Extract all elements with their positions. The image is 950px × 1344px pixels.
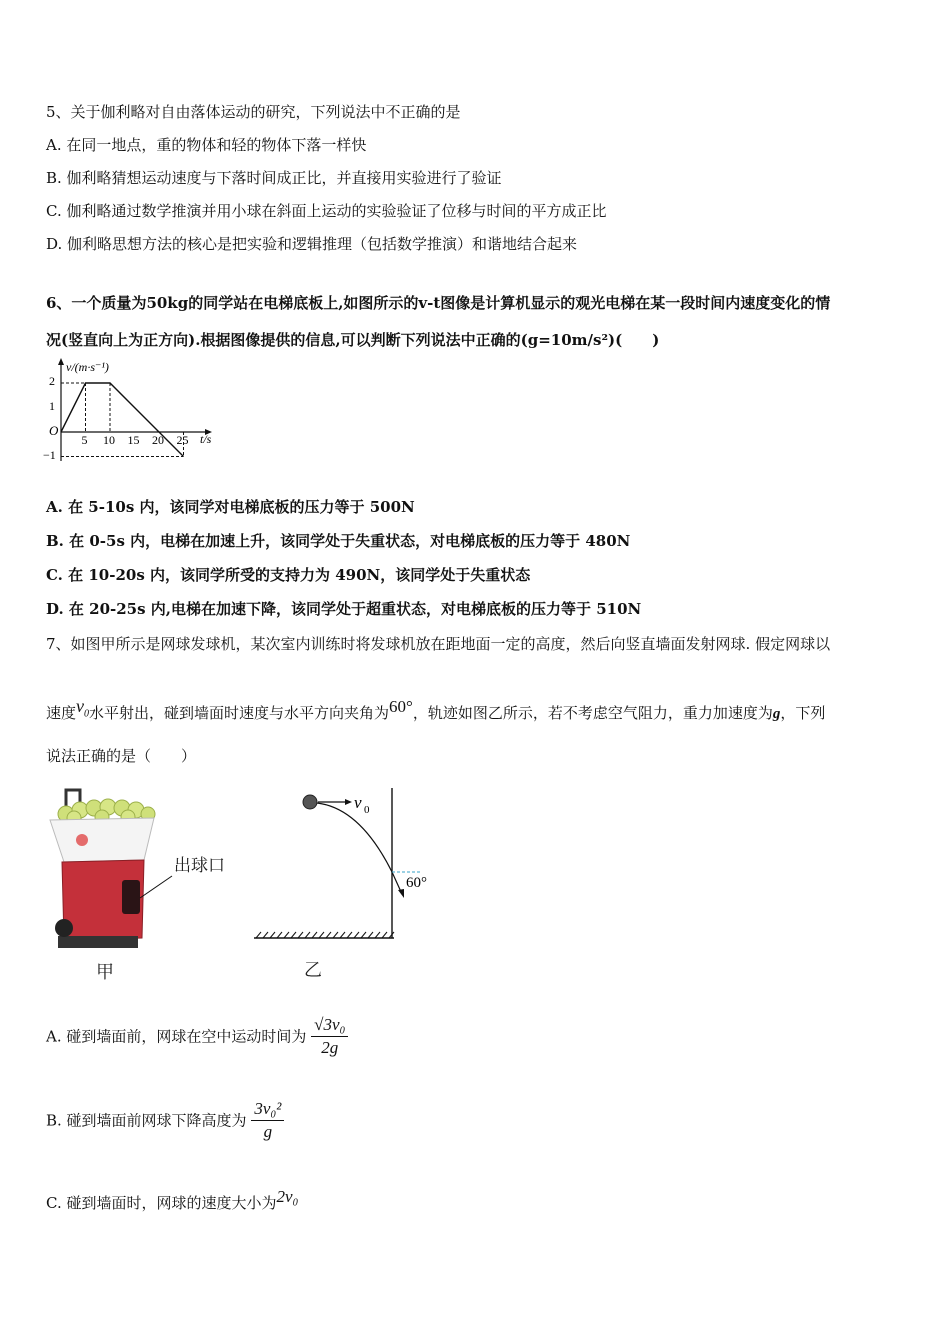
q7-option-c: [46, 1182, 298, 1218]
x-tick-10: 10: [103, 433, 115, 447]
q5-option-c: C. 伽利略通过数学推演并用小球在斜面上运动的实验验证了位移与时间的平方成正比: [46, 202, 607, 220]
machine-hopper: [50, 818, 154, 862]
q6-option-a: A. 在 5-10s 内，该同学对电梯底板的压力等于 500N: [46, 498, 415, 516]
origin-label: O: [49, 423, 59, 438]
outlet-pointer: [140, 876, 172, 898]
vt-line: [61, 383, 184, 457]
q7-stem-suffix: ，轨迹如图乙所示，若不考虑空气阻力，重力加速度为: [412, 704, 773, 722]
ground-hatch: [256, 932, 394, 938]
g-symbol: g: [772, 706, 781, 722]
figure-a-caption: 甲: [96, 962, 114, 982]
q7-stem-mid: 水平射出，碰到墙面时速度与水平方向夹角为: [89, 704, 390, 722]
q6-stem-line2: 况(竖直向上为正方向).根据图像提供的信息,可以判断下列说法中正确的(g=10m/s²)( ): [46, 331, 660, 349]
q7-stem-line2: [46, 688, 825, 733]
hopper-logo: [76, 834, 88, 846]
q6-option-d: D. 在 20-25s 内,电梯在加速下降，该同学处于超重状态，对电梯底板的压力等于 510N: [46, 600, 642, 618]
v0-subscript: 0: [364, 804, 370, 816]
q7-option-b-text: B. 碰到墙面前网球下降高度为: [46, 1111, 247, 1130]
q6-stem-line1: 6、一个质量为50kg的同学站在电梯底板上,如图所示的v-t图像是计算机显示的观光电梯在某一段时间内速度变化的情: [46, 294, 831, 312]
machine-wheel: [55, 919, 73, 937]
machine-base: [58, 936, 138, 948]
x-tick-20: 20: [152, 433, 164, 447]
trajectory-figure: [250, 786, 440, 986]
x-tick-25: 25: [176, 433, 189, 447]
figure-b-caption: 乙: [304, 960, 322, 980]
y-tick-neg1: −1: [43, 448, 56, 462]
q7-stem-line3: 说法正确的是（ ）: [46, 747, 197, 765]
ball-outlet: [122, 880, 140, 914]
q7-stem-line1: 7、如图甲所示是网球发球机，某次室内训练时将发球机放在距地面一定的高度，然后向竖直墙面发射网球. 假定网球以: [46, 635, 831, 653]
trajectory-curve: [317, 803, 392, 872]
q5-stem: 5、关于伽利略对自由落体运动的研究，下列说法中不正确的是: [46, 103, 461, 121]
impact-arrowhead: [398, 889, 404, 898]
angle-value: 60°: [389, 697, 413, 716]
tennis-ball: [303, 795, 317, 809]
y-axis-label: v/(m·s⁻¹): [66, 360, 109, 374]
q6-option-b: B. 在 0-5s 内，电梯在加速上升，该同学处于失重状态，对电梯底板的压力等于 480N: [46, 532, 631, 550]
q5-option-d: D. 伽利略思想方法的核心是把实验和逻辑推理（包括数学推演）和谐地结合起来: [46, 235, 578, 253]
q7-stem-prefix: 速度: [46, 704, 77, 722]
q7-option-a-text: A. 碰到墙面前，网球在空中运动时间为: [46, 1027, 307, 1046]
y-axis-arrow: [58, 358, 64, 365]
vt-graph: [40, 355, 230, 465]
q7-option-b: [46, 1098, 284, 1143]
x-axis-label: t/s: [200, 432, 212, 446]
y-tick-2: 2: [49, 374, 55, 388]
v0-arrowhead: [345, 799, 352, 805]
q7-option-b-numerator: 3v₀²: [251, 1098, 284, 1121]
x-tick-15: 15: [127, 433, 140, 447]
q5-option-a: A. 在同一地点，重的物体和轻的物体下落一样快: [46, 136, 367, 154]
q7-option-c-text: C. 碰到墙面时，网球的速度大小为: [46, 1194, 277, 1212]
q7-option-c-value: 2v₀: [276, 1187, 299, 1206]
angle-label: 60°: [406, 875, 427, 891]
q7-option-a-fraction: [311, 1014, 348, 1059]
outlet-label: 出球口: [174, 856, 225, 875]
q7-stem-end: ，下列: [780, 704, 826, 722]
q7-option-a-denominator: 2g: [321, 1038, 339, 1057]
v0-symbol: $v_0$: [76, 696, 90, 720]
ball-machine-figure: [44, 788, 244, 983]
y-tick-1: 1: [49, 399, 55, 413]
q7-option-a-numerator: √3v₀: [311, 1014, 348, 1037]
q7-option-b-denominator: g: [263, 1122, 273, 1141]
x-tick-5: 5: [81, 433, 88, 447]
q7-option-b-fraction: [251, 1098, 284, 1143]
q7-option-a: [46, 1014, 348, 1059]
q5-option-b: B. 伽利略猜想运动速度与下落时间成正比，并直接用实验进行了验证: [46, 169, 502, 187]
v0-label: v: [354, 793, 362, 812]
q6-option-c: C. 在 10-20s 内，该同学所受的支持力为 490N，该同学处于失重状态: [46, 566, 531, 584]
